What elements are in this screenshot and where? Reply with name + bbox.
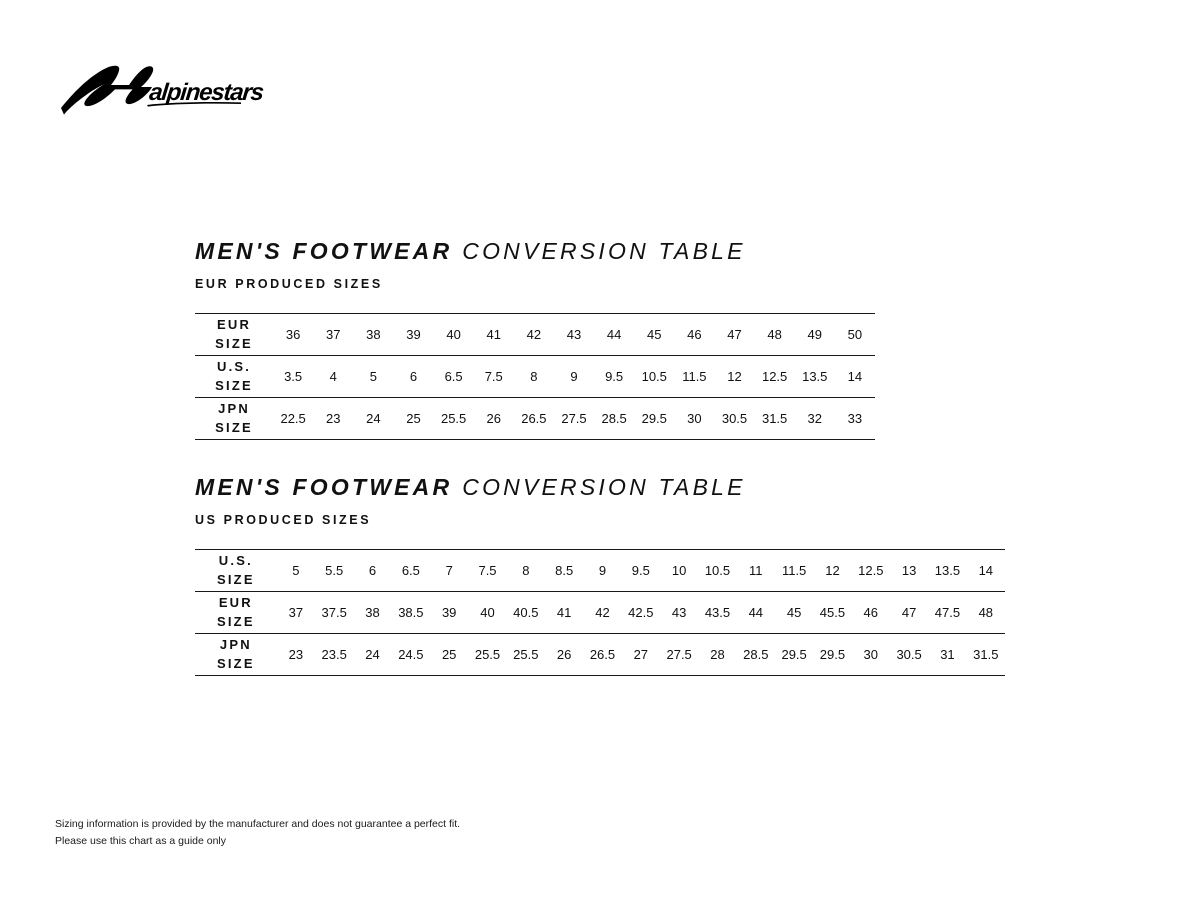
cell: 6.5 <box>444 369 463 384</box>
cell: 47.5 <box>934 605 961 620</box>
row-label-line1: JPN <box>218 400 250 416</box>
cell: 28 <box>710 647 725 662</box>
cell: 30.5 <box>721 411 748 426</box>
cell: 37 <box>326 327 341 342</box>
cell: 26.5 <box>521 411 547 426</box>
cell: 38 <box>366 327 381 342</box>
row-label-line2: SIZE <box>217 613 255 629</box>
row-label-us-size <box>195 550 277 592</box>
cell: 42 <box>526 327 542 342</box>
cell: 37.5 <box>321 605 347 620</box>
cell: 38.5 <box>398 605 424 620</box>
cell: 31.5 <box>761 411 788 426</box>
cell: 9.5 <box>605 369 624 384</box>
row-label-line2: SIZE <box>215 335 253 351</box>
section-title-bold: MEN'S FOOTWEAR <box>195 474 453 500</box>
cell: 12.5 <box>858 563 884 578</box>
row-label-line2: SIZE <box>217 571 255 587</box>
section-title-light: CONVERSION TABLE <box>462 238 746 264</box>
cell: 22.5 <box>280 411 306 426</box>
cell: 8 <box>530 369 538 384</box>
table-row <box>195 356 875 398</box>
section-subtitle: US PRODUCED SIZES <box>195 513 372 527</box>
section-title-light: CONVERSION TABLE <box>462 474 746 500</box>
cell: 6 <box>368 563 377 578</box>
table-row <box>195 314 875 356</box>
cell: 40 <box>480 605 495 620</box>
row-label-line1: EUR <box>218 594 253 610</box>
row-label-line2: SIZE <box>215 419 253 435</box>
row-label-line2: SIZE <box>215 377 253 393</box>
cell: 9.5 <box>631 563 650 578</box>
section-us-produced-sizes <box>195 476 1025 676</box>
cell: 28.5 <box>743 647 769 662</box>
row-label-jpn-size <box>195 634 277 676</box>
cell: 7 <box>445 563 453 578</box>
row-label-eur-size <box>195 592 277 634</box>
cell: 30 <box>687 411 702 426</box>
cell: 25.5 <box>474 647 501 662</box>
cell: 40 <box>446 327 461 342</box>
alpinestars-logo <box>55 58 270 116</box>
cell: 45.5 <box>819 605 846 620</box>
cell: 3.5 <box>284 369 303 384</box>
cell: 24 <box>365 647 380 662</box>
cell: 12 <box>825 563 840 578</box>
row-label-eur-size <box>195 314 273 356</box>
cell: 8.5 <box>555 563 574 578</box>
row-label-line1: U.S. <box>218 552 253 568</box>
cell: 24 <box>366 411 381 426</box>
cell: 11.5 <box>682 369 707 384</box>
cell: 30.5 <box>896 647 922 662</box>
cell: 43.5 <box>704 605 731 620</box>
cell: 5.5 <box>325 563 344 578</box>
cell: 32 <box>807 411 822 426</box>
conversion-table-us <box>195 549 1005 676</box>
cell: 30 <box>863 647 879 662</box>
row-label-line1: JPN <box>219 636 252 652</box>
cell: 45 <box>786 605 802 620</box>
cell: 10.5 <box>641 369 667 384</box>
table-row <box>195 634 1005 676</box>
cell: 41 <box>556 605 572 620</box>
section-eur-produced-sizes <box>195 240 1025 440</box>
cell: 5 <box>292 563 300 578</box>
cell: 9 <box>598 563 607 578</box>
cell: 12 <box>727 369 742 384</box>
cell: 43 <box>566 327 582 342</box>
cell: 11 <box>749 563 763 578</box>
cell: 12.5 <box>761 369 788 384</box>
footer-line-2: Please use this chart as a guide only <box>55 835 227 848</box>
cell: 29.5 <box>819 647 846 662</box>
cell: 7.5 <box>484 369 503 384</box>
footer-line-1: Sizing information is provided by the manufacturer and does not guarantee a perfect fit. <box>55 818 461 830</box>
cell: 31 <box>940 647 955 662</box>
cell: 49 <box>807 327 822 342</box>
cell: 44 <box>748 605 764 620</box>
cell: 25 <box>441 647 457 662</box>
cell: 42.5 <box>628 605 654 620</box>
cell: 13 <box>901 563 917 578</box>
cell: 13.5 <box>802 369 828 384</box>
table-row <box>195 592 1005 634</box>
cell: 31.5 <box>973 647 999 662</box>
row-label-line1: EUR <box>217 316 252 332</box>
cell: 46 <box>687 327 702 342</box>
table-row <box>195 398 875 440</box>
svg-text:alpinestars: alpinestars <box>147 79 265 106</box>
cell: 6 <box>409 369 418 384</box>
cell: 27 <box>633 647 649 662</box>
cell: 37 <box>288 605 304 620</box>
cell: 29.5 <box>781 647 807 662</box>
cell: 10 <box>671 563 687 578</box>
cell: 23 <box>326 411 341 426</box>
conversion-table-eur <box>195 313 875 440</box>
cell: 44 <box>606 327 622 342</box>
cell: 39 <box>406 327 421 342</box>
cell: 23.5 <box>321 647 347 662</box>
cell: 26 <box>486 411 501 426</box>
cell: 9 <box>570 369 578 384</box>
table-row <box>195 550 1005 592</box>
cell: 33 <box>847 411 863 426</box>
cell: 26 <box>556 647 572 662</box>
cell: 41 <box>486 327 501 342</box>
cell: 25 <box>406 411 421 426</box>
cell: 23 <box>288 647 304 662</box>
section-subtitle: EUR PRODUCED SIZES <box>195 277 383 291</box>
cell: 11.5 <box>781 563 807 578</box>
cell: 26.5 <box>589 647 616 662</box>
cell: 4 <box>329 369 337 384</box>
row-label-us-size <box>195 356 273 398</box>
row-label-line2: SIZE <box>217 655 255 671</box>
cell: 50 <box>847 327 863 342</box>
cell: 10.5 <box>704 563 731 578</box>
cell: 13.5 <box>934 563 961 578</box>
cell: 27.5 <box>561 411 587 426</box>
cell: 29.5 <box>641 411 667 426</box>
cell: 45 <box>647 327 662 342</box>
cell: 8 <box>522 563 530 578</box>
section-title <box>195 240 1025 263</box>
cell: 25.5 <box>440 411 467 426</box>
row-label-jpn-size <box>195 398 273 440</box>
row-label-line1: U.S. <box>216 358 252 374</box>
cell: 46 <box>863 605 879 620</box>
cell: 47 <box>901 605 917 620</box>
section-title-bold: MEN'S FOOTWEAR <box>195 238 453 264</box>
cell: 5 <box>369 369 377 384</box>
cell: 28.5 <box>601 411 627 426</box>
cell: 48 <box>978 605 994 620</box>
cell: 14 <box>847 369 863 384</box>
cell: 40.5 <box>513 605 539 620</box>
cell: 7.5 <box>478 563 497 578</box>
footer-disclaimer <box>55 816 460 851</box>
cell: 14 <box>978 563 994 578</box>
cell: 48 <box>767 327 782 342</box>
cell: 6.5 <box>401 563 420 578</box>
cell: 25.5 <box>513 647 539 662</box>
cell: 39 <box>441 605 457 620</box>
cell: 47 <box>727 327 742 342</box>
cell: 27.5 <box>666 647 692 662</box>
cell: 38 <box>365 605 380 620</box>
cell: 42 <box>595 605 610 620</box>
cell: 43 <box>671 605 687 620</box>
cell: 24.5 <box>398 647 424 662</box>
section-title <box>195 476 1025 499</box>
cell: 36 <box>285 327 301 342</box>
